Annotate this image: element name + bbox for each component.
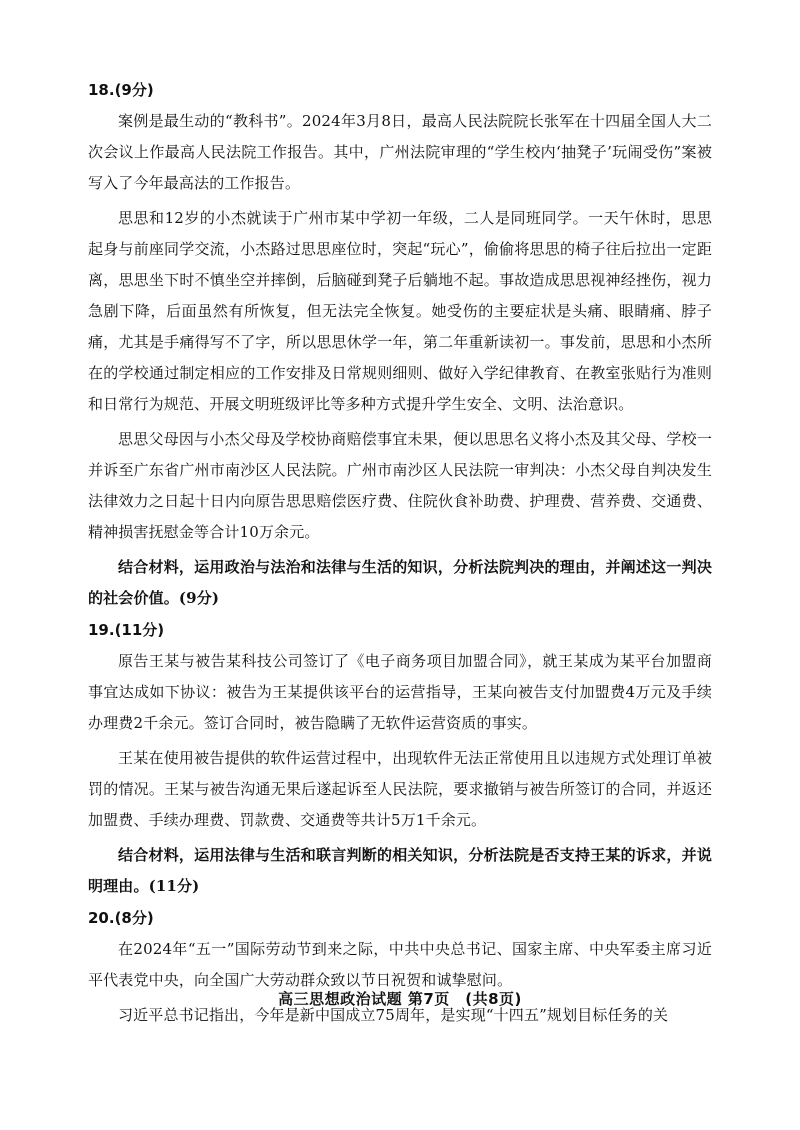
q20-paragraph-2: 习近平总书记指出，今年是新中国成立75周年，是实现“十四五”规划目标任务的关 — [118, 1006, 669, 1024]
question-18-heading: 18.(9分) — [88, 81, 154, 99]
question-20 — [88, 906, 712, 1031]
q19-task: 结合材料，运用法律与生活和联言判断的相关知识，分析法院是否支持王某的诉求，并说明理由。(11分) — [88, 846, 712, 895]
q18-paragraph-1: 案例是最生动的“教科书”。2024年3月8日，最高人民法院院长张军在十四届全国人大二次会议上作最高人民法院工作报告。其中，广州法院审理的“学生校内‘抽凳子’玩闹受伤”案被写入了今年最高法的工作报告。 — [88, 112, 712, 192]
q19-paragraph-2: 王某在使用被告提供的软件运营过程中，出现软件无法正常使用且以违规方式处理订单被罚的情况。王某与被告沟通无果后遂起诉至人民法院，要求撤销与被告所签订的合同，并返还加盟费、手续办理费、罚款费、交通费等共计5万1千余元。 — [88, 749, 712, 829]
q18-paragraph-3: 思思父母因与小杰父母及学校协商赔偿事宜未果，便以思思名义将小杰及其父母、学校一并诉至广东省广州市南沙区人民法院。广州市南沙区人民法院一审判决：小杰父母自判决发生法律效力之日起十日内向原告思思赔偿医疗费、住院伙食补助费、护理费、营养费、交通费、精神损害抚慰金等合计10万余元。 — [88, 430, 712, 541]
q20-paragraph-1: 在2024年“五一”国际劳动节到来之际，中共中央总书记、国家主席、中央军委主席习近平代表党中央，向全国广大劳动群众致以节日祝贺和诚挚慰问。 — [88, 940, 712, 989]
question-18 — [88, 78, 712, 614]
question-20-heading: 20.(8分) — [88, 909, 154, 927]
question-19-heading: 19.(11分) — [88, 621, 165, 639]
q18-task: 结合材料，运用政治与法治和法律与生活的知识，分析法院判决的理由，并阐述这一判决的社会价值。(9分) — [88, 558, 712, 607]
q19-paragraph-1: 原告王某与被告某科技公司签订了《电子商务项目加盟合同》，就王某成为某平台加盟商事宜达成如下协议：被告为王某提供该平台的运营指导，王某向被告支付加盟费4万元及手续办理费2千余元。签订合同时，被告隐瞒了无软件运营资质的事实。 — [88, 652, 712, 732]
q18-paragraph-2: 思思和12岁的小杰就读于广州市某中学初一年级，二人是同班同学。一天午休时，思思起身与前座同学交流，小杰路过思思座位时，突起“玩心”，偷偷将思思的椅子往后拉出一定距离，思思坐下时不慎坐空并摔倒，后脑碰到凳子后躺地不起。事故造成思思视神经挫伤，视力急剧下降，后面虽然有所恢复，但无法完全恢复。她受伤的主要症状是头痛、眼睛痛、脖子痛，尤其是手痛得写不了字，所以思思休学一年，第二年重新读初一。事发前，思思和小杰所在的学校通过制定相应的工作安排及日常规则细则、做好入学纪律教育、在教室张贴行为准则和日常行为规范、开展文明班级评比等多种方式提升学生安全、文明、法治意识。 — [88, 209, 712, 413]
question-19 — [88, 618, 712, 902]
page-footer: 高三思想政治试题 第7页 (共8页) — [278, 990, 522, 1008]
